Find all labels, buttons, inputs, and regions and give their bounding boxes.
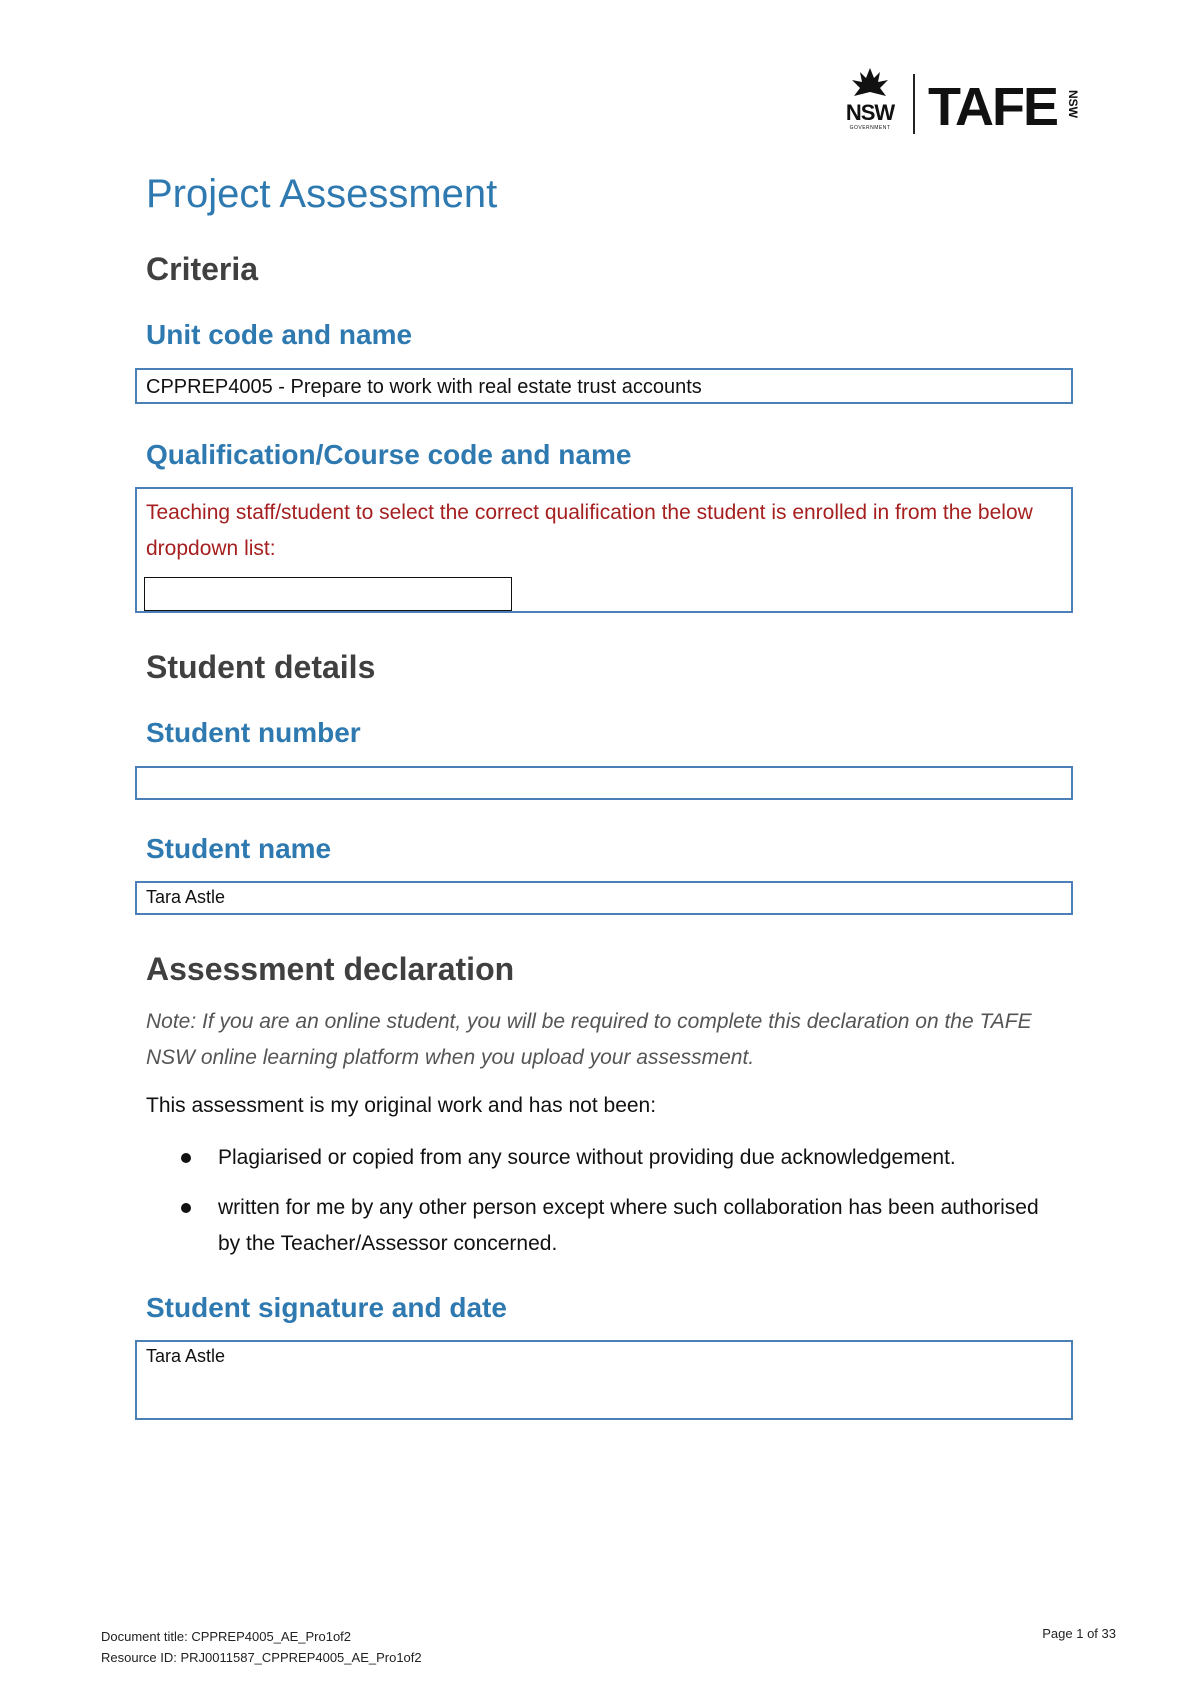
declaration-bullet-text: written for me by any other person except where such collaboration has been authorised by the Teacher/Assessor concerned. <box>218 1196 1039 1255</box>
student-name-value: Tara Astle <box>146 887 226 907</box>
qualification-label: Qualification/Course code and name <box>146 439 632 470</box>
page-number: Page 1 of 33 <box>1042 1626 1116 1641</box>
tafe-nsw-suffix: NSW <box>1066 90 1080 118</box>
declaration-list <box>146 1140 1046 1276</box>
page-title: Project Assessment <box>146 172 498 216</box>
qualification-dropdown[interactable] <box>144 577 512 611</box>
nsw-wordmark: NSW <box>845 100 895 125</box>
qualification-instruction: Teaching staff/student to select the correct qualification the student is enrolled in from the below dropdown list: <box>146 501 1033 560</box>
assessment-declaration-heading: Assessment declaration <box>146 951 515 987</box>
government-wordmark: GOVERNMENT <box>849 125 891 131</box>
criteria-heading: Criteria <box>146 251 259 287</box>
student-number-label: Student number <box>146 717 361 748</box>
logo-divider <box>913 74 915 134</box>
student-name-label: Student name <box>146 833 332 864</box>
signature-field[interactable] <box>135 1340 1073 1420</box>
tafe-wordmark: TAFE <box>928 77 1057 137</box>
qualification-field <box>135 487 1073 613</box>
list-item <box>146 1190 1046 1262</box>
student-details-heading: Student details <box>146 649 376 685</box>
unit-code-label: Unit code and name <box>146 319 413 350</box>
signature-label: Student signature and date <box>146 1292 507 1323</box>
bullet-icon <box>181 1203 191 1213</box>
signature-value: Tara Astle <box>146 1346 226 1366</box>
student-number-field[interactable] <box>135 766 1073 800</box>
list-item <box>146 1140 1046 1176</box>
document-title: Document title: CPPREP4005_AE_Pro1of2 <box>101 1629 352 1644</box>
declaration-note: Note: If you are an online student, you will be required to complete this declaration on the TAFE NSW online learning platform when you upload your assessment. <box>146 1010 1032 1069</box>
student-number-value <box>137 768 1071 772</box>
declaration-intro: This assessment is my original work and has not been: <box>146 1094 657 1117</box>
resource-id: Resource ID: PRJ0011587_CPPREP4005_AE_Pro1of2 <box>101 1650 422 1665</box>
student-name-field[interactable] <box>135 881 1073 915</box>
footer-meta <box>101 1626 422 1668</box>
bullet-icon <box>181 1153 191 1163</box>
unit-code-value: CPPREP4005 - Prepare to work with real estate trust accounts <box>146 376 702 398</box>
unit-code-field[interactable] <box>135 368 1073 404</box>
declaration-bullet-text: Plagiarised or copied from any source without providing due acknowledgement. <box>218 1146 956 1169</box>
tafe-nsw-logo <box>840 66 1102 138</box>
